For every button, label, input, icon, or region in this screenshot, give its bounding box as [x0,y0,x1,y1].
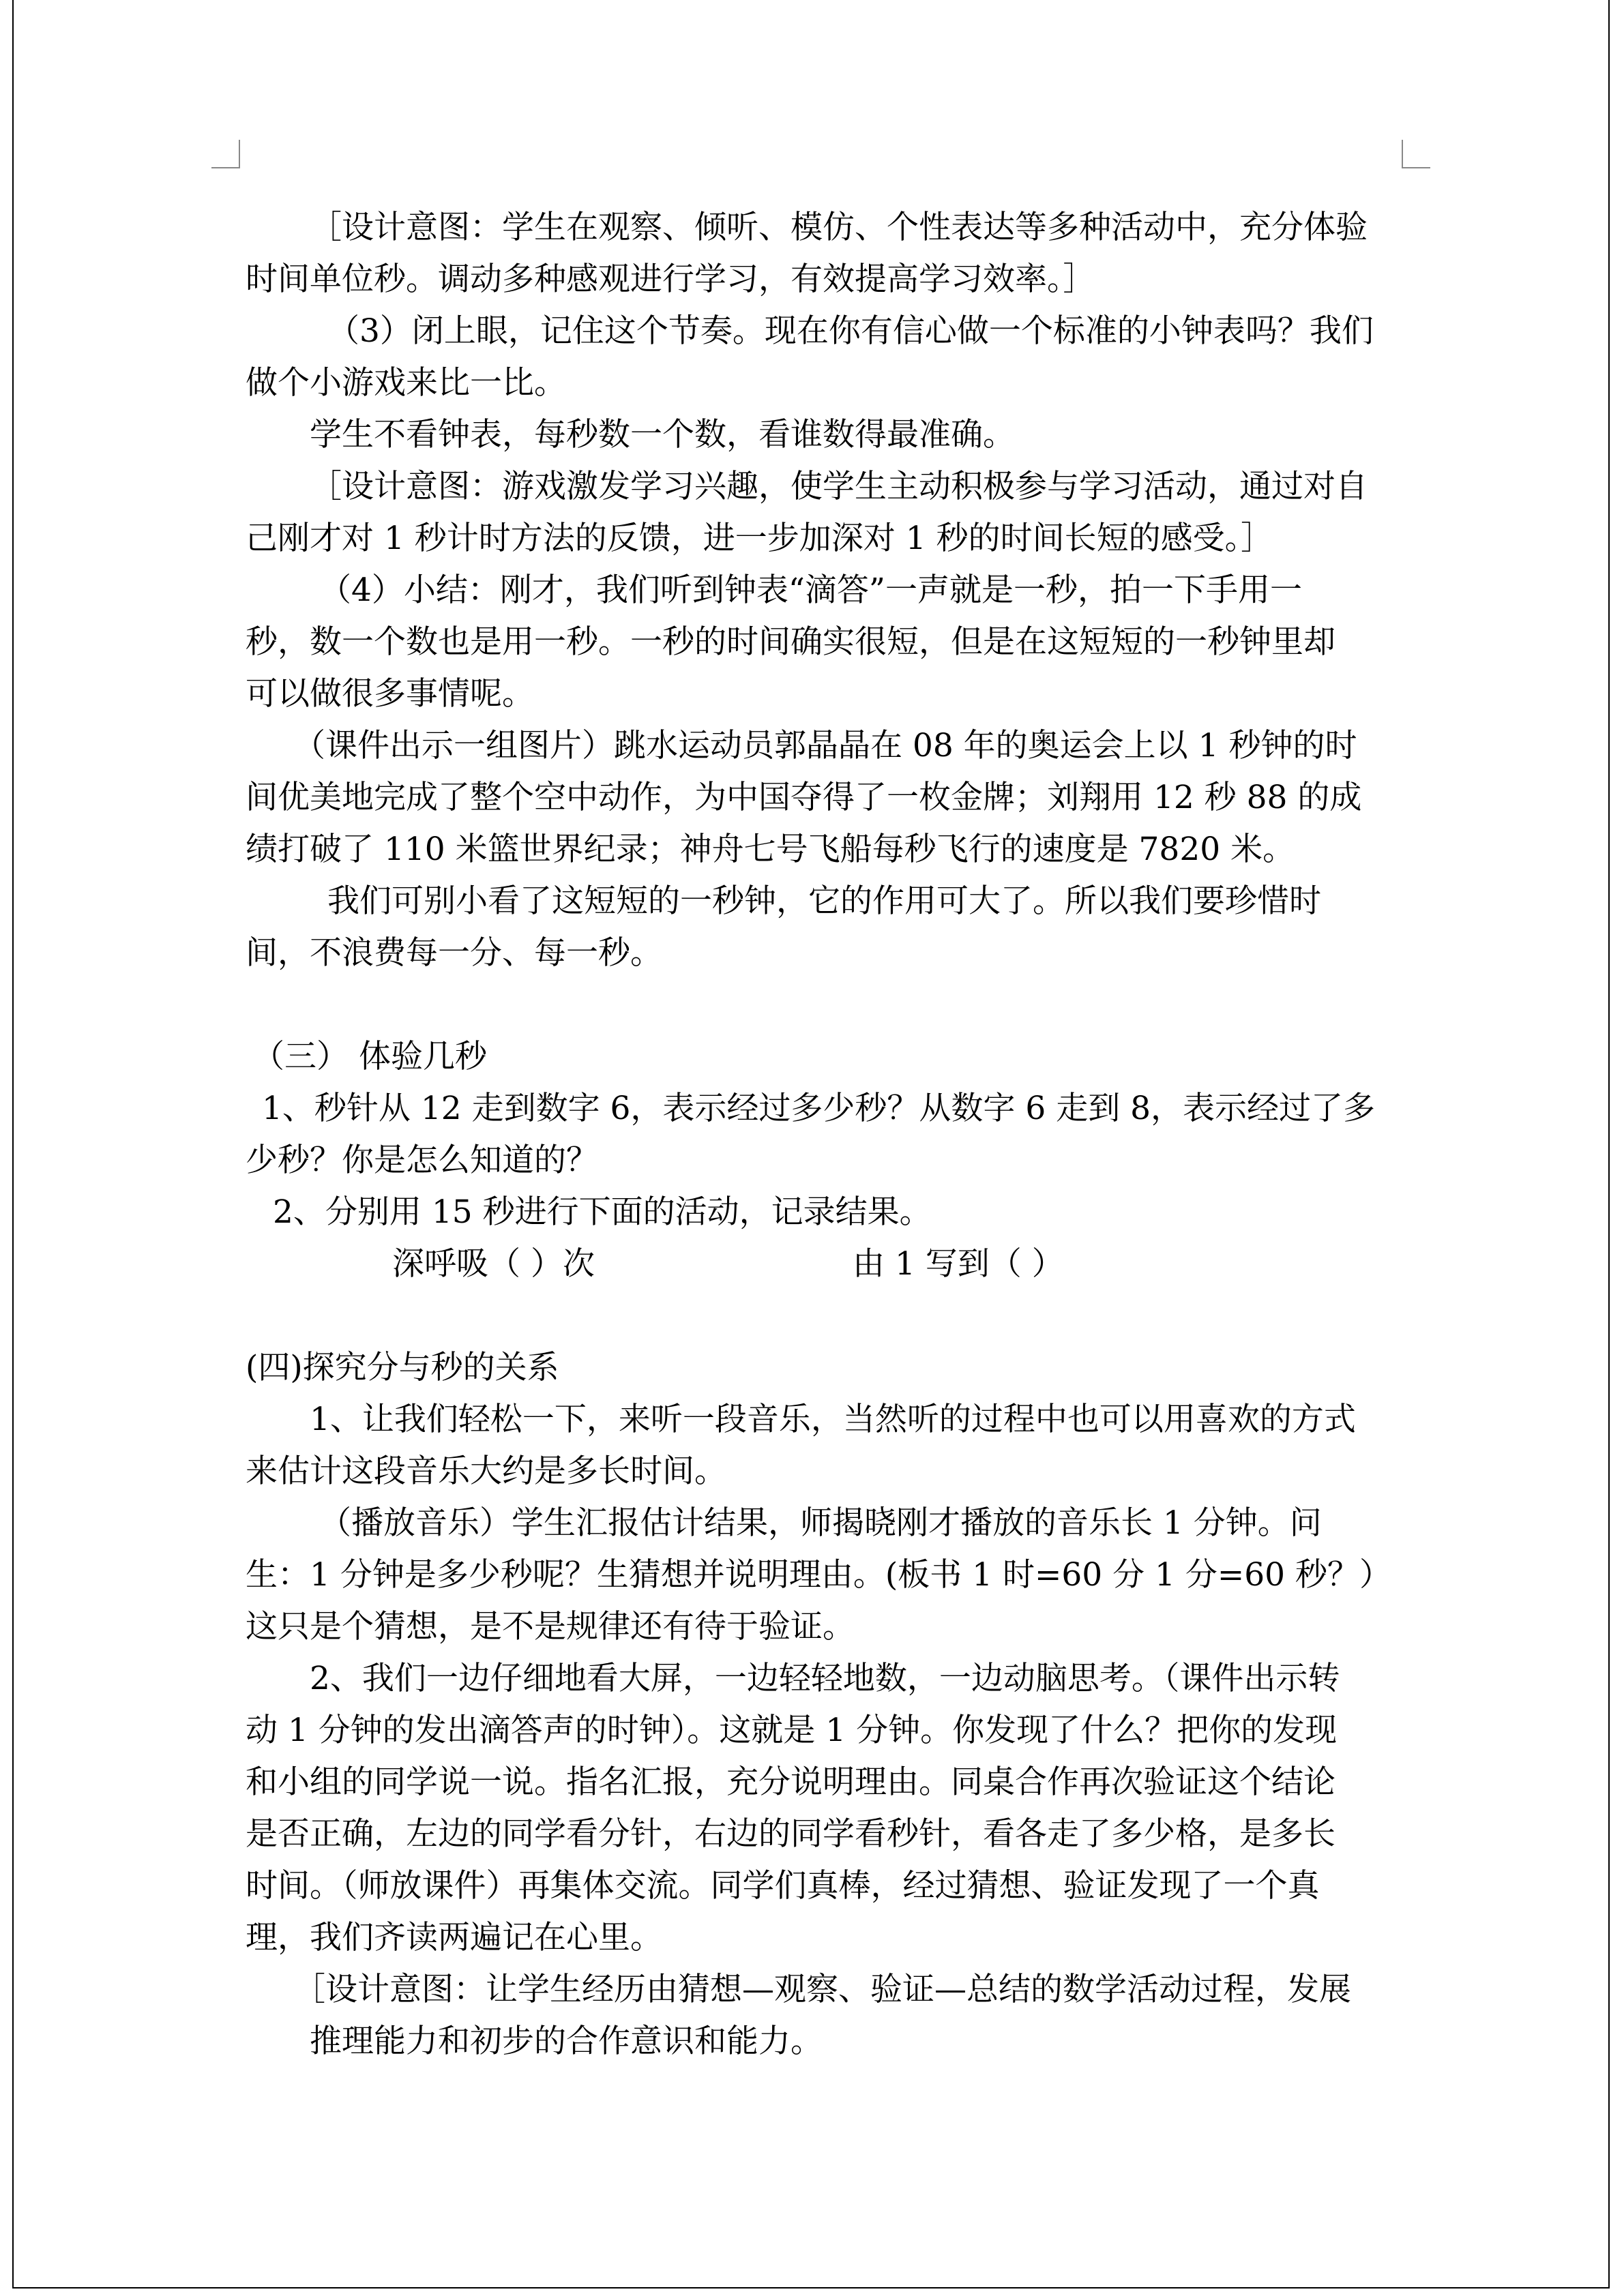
blank-line [246,1290,1381,1342]
paragraph-line: 这只是个猜想，是不是规律还有待于验证。 [246,1608,855,1645]
paragraph-line: 做个小游戏来比一比。 [246,364,566,402]
fill-in-breaths: 深呼吸（ ）次 [392,1245,595,1283]
paragraph-line: 2、我们一边仔细地看大屏，一边轻轻地数，一边动脑思考。（课件出示转 [310,1660,1340,1697]
paragraph-line: 学生不看钟表，每秒数一个数，看谁数得最准确。 [310,416,1015,453]
paragraph-line: 理，我们齐读两遍记在心里。 [246,1919,662,1956]
paragraph-line: 己刚才对 1 秒计时方法的反馈，进一步加深对 1 秒的时间长短的感受。］ [246,520,1273,557]
paragraph-line: 1、秒针从 12 走到数字 6，表示经过多少秒？从数字 6 走到 8，表示经过了多 [262,1090,1376,1127]
paragraph-line: 是否正确，左边的同学看分针，右边的同学看秒针，看各走了多少格，是多长 [246,1815,1335,1853]
section-heading-3: （三） 体验几秒 [252,1038,487,1075]
paragraph-line: ［设计意图：游戏激发学习兴趣，使学生主动积极参与学习活动，通过对自 [310,468,1368,505]
paragraph-line: 2、分别用 15 秒进行下面的活动，记录结果。 [273,1193,932,1231]
paragraph-line: （播放音乐）学生汇报估计结果，师揭晓刚才播放的音乐长 1 分钟。问 [319,1504,1322,1542]
crop-mark-top-left [211,140,240,168]
section-heading-4: (四)探究分与秒的关系 [246,1349,559,1386]
paragraph-line: 来估计这段音乐大约是多长时间。 [246,1452,726,1490]
paragraph-line: ［设计意图：让学生经历由猜想—观察、验证—总结的数学活动过程，发展 [293,1971,1351,2008]
paragraph-line: 间优美地完成了整个空中动作，为中国夺得了一枚金牌；刘翔用 12 秒 88 的成 [246,779,1362,816]
paragraph-line: 绩打破了 110 米篮世界纪录；神舟七号飞船每秒飞行的速度是 7820 米。 [246,831,1295,868]
paragraph-line: （课件出示一组图片）跳水运动员郭晶晶在 08 年的奥运会上以 1 秒钟的时 [293,727,1357,764]
paragraph-line: 生：1 分钟是多少秒呢？生猜想并说明理由。(板书 1 时=60 分 1 分=60 秒？） [246,1556,1391,1594]
paragraph-line: （3）闭上眼，记住这个节奏。现在你有信心做一个标准的小钟表吗？我们 [327,312,1374,350]
paragraph-line: 少秒？你是怎么知道的？ [246,1142,598,1179]
paragraph-line: 我们可别小看了这短短的一秒钟，它的作用可大了。所以我们要珍惜时 [327,882,1321,920]
crop-mark-top-right [1402,140,1430,168]
fill-in-row [246,1238,1381,1290]
blank-line [246,979,1381,1031]
paragraph-line: 可以做很多事情呢。 [246,675,534,713]
paragraph-line: 秒，数一个数也是用一秒。一秒的时间确实很短，但是在这短短的一秒钟里却 [246,623,1335,661]
paragraph-line: 1、让我们轻松一下，来听一段音乐，当然听的过程中也可以用喜欢的方式 [310,1401,1356,1438]
paragraph-line: 推理能力和初步的合作意识和能力。 [310,2023,823,2060]
paragraph-line: 动 1 分钟的发出滴答声的时钟）。这就是 1 分钟。你发现了什么？把你的发现 [246,1712,1338,1749]
paragraph-line: 和小组的同学说一说。指名汇报，充分说明理由。同桌合作再次验证这个结论 [246,1763,1335,1801]
paragraph-line: 时间单位秒。调动多种感观进行学习，有效提高学习效率。］ [246,260,1095,298]
paragraph-line: ［设计意图：学生在观察、倾听、模仿、个性表达等多种活动中，充分体验 [310,209,1368,246]
fill-in-writing: 由 1 写到（ ） [853,1245,1064,1283]
document-body [246,202,1391,2068]
paragraph-line: 时间。（师放课件）再集体交流。同学们真棒，经过猜想、验证发现了一个真 [246,1867,1320,1905]
paragraph-line: （4）小结：刚才，我们听到钟表“滴答”一声就是一秒，拍一下手用一 [319,571,1302,609]
paragraph-line: 间，不浪费每一分、每一秒。 [246,934,662,972]
